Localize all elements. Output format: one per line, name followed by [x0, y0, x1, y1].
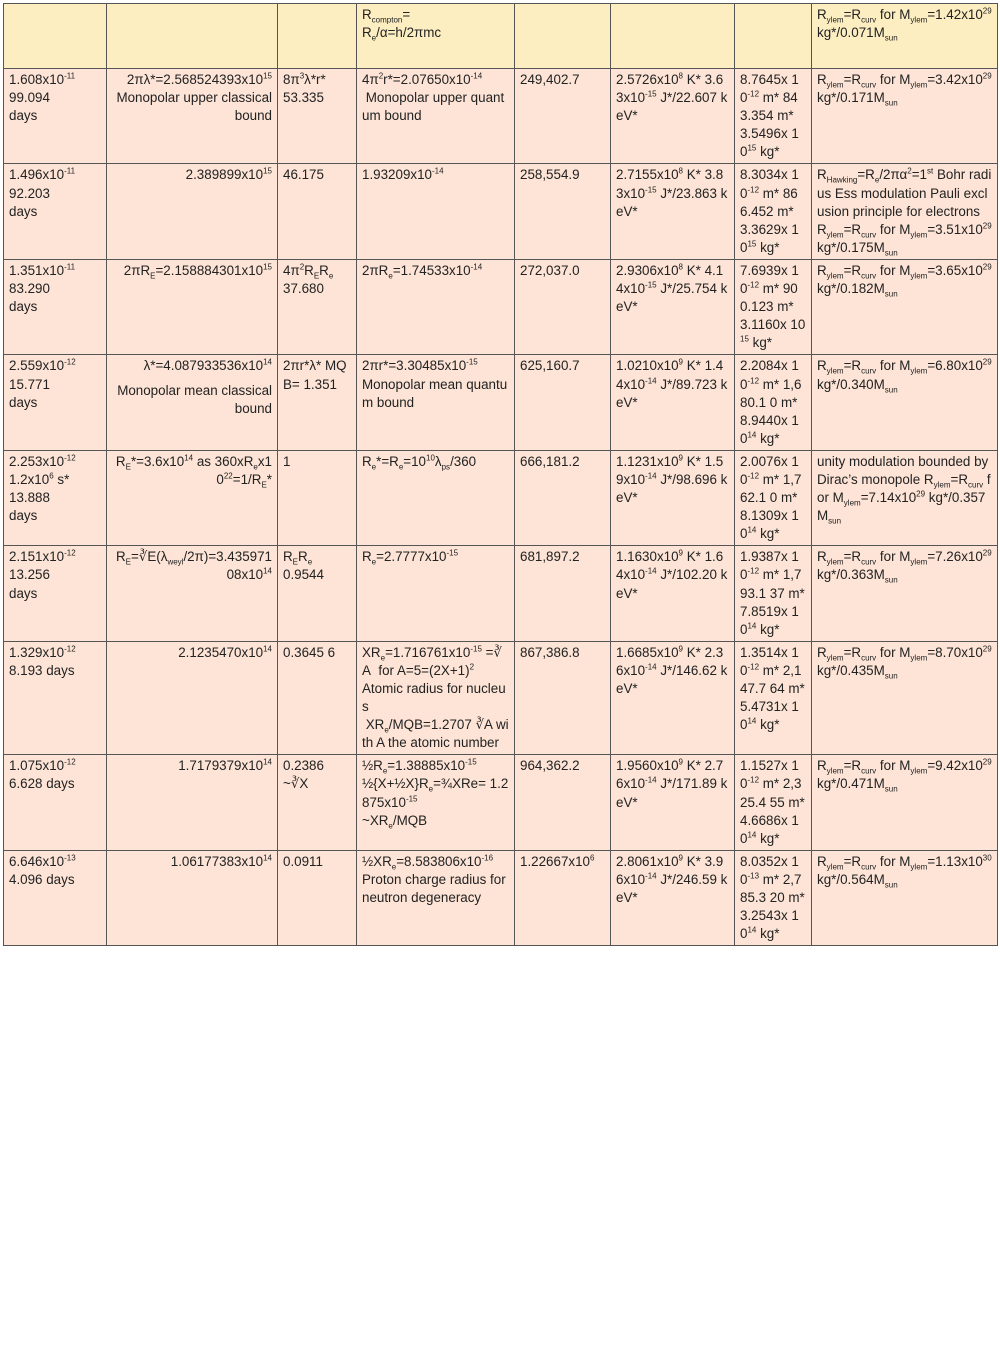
table-cell: 1: [278, 450, 357, 545]
table-cell: 1.3514x $10^{-12}$ m* 2,147.7 64 m* 5.4731x $10^{14}$ kg*: [735, 641, 812, 755]
table-cell: 867,386.8: [515, 641, 611, 755]
table-cell: $2.1235470x10^{14}$: [107, 641, 278, 755]
table-cell: $2\pi r*=3.30485x10^{-15}$ Monopolar mean quantum bound: [357, 355, 515, 450]
table-cell: $2\pi R_E=2.158884301x10^{15}$: [107, 259, 278, 354]
table-cell: $2.151x10^{-12}$ 13.256 days: [4, 546, 107, 641]
table-cell: $R_ER_e$ 0.9544: [278, 546, 357, 641]
table-cell: $\lambda*=4.087933536x10^{14}$ Monopolar mean classical bound: [107, 355, 278, 450]
header-cell: [735, 4, 812, 69]
table-row: [4, 641, 998, 755]
table-cell: $R_E*=3.6x10^{14}$ as $360xR_ex10^{22}=1/R_E*$: [107, 450, 278, 545]
table-cell: $2.389899x10^{15}$: [107, 164, 278, 259]
header-cell: [515, 4, 611, 69]
table-cell: 272,037.0: [515, 259, 611, 354]
table-cell: $\frac{1}{2}R_e=1.38885x10^{-15}$ $\frac{1}{2}\{X+\frac{1}{2}X\}R_e=\frac{3}{4}XRe= 1.2875x10^{-15}$ $\sim XR_e$/MQB: [357, 755, 515, 850]
table-cell: $2.8061x10^9$ K* $3.96x10^{-14}$ J*/246.59 keV*: [611, 850, 735, 945]
data-table: [3, 3, 998, 946]
table-cell: $R_{ylem}=R_{curv}$ for $M_{ylem}=9.42x10^{29}$ $kg*/0.471M_{sun}$: [812, 755, 998, 850]
table-cell: 7.6939x $10^{-12}$ m* 900.123 m* 3.1160x $10^{15}$ kg*: [735, 259, 812, 354]
table-row: [4, 850, 998, 945]
table-cell: $R_e*=R_e=10^{10}\lambda_{ps}/360$: [357, 450, 515, 545]
table-cell: 8.0352x $10^{-13}$ m* 2,785.3 20 m* 3.2543x $10^{14}$ kg*: [735, 850, 812, 945]
table-cell: $1.93209x10^{-14}$: [357, 164, 515, 259]
table-cell: $2.253x10^{-12}$ $1.2x10^6$ s* 13.888 days: [4, 450, 107, 545]
table-cell: 8.3034x $10^{-12}$ m* 866.452 m* 3.3629x $10^{15}$ kg*: [735, 164, 812, 259]
table-cell: 0.0911: [278, 850, 357, 945]
table-cell: $R_{ylem}=R_{curv}$ for $M_{ylem}=3.42x10^{29}$ $kg*/0.171M_{sun}$: [812, 69, 998, 164]
table-cell: $1.075x10^{-12}$ 6.628 days: [4, 755, 107, 850]
table-cell: $2.9306x10^8$ K* $4.14x10^{-15}$ J*/25.754 keV*: [611, 259, 735, 354]
table-cell: 2.2084x $10^{-12}$ m* 1,680.1 0 m* 8.9440x $10^{14}$ kg*: [735, 355, 812, 450]
table-cell: $1.1630x10^9$ K* $1.64x10^{-14}$ J*/102.20 keV*: [611, 546, 735, 641]
table-cell: $2\pi\lambda*=2.568524393x10^{15}$ Monopolar upper classical bound: [107, 69, 278, 164]
table-row: [4, 546, 998, 641]
table-cell: $R_{ylem}=R_{curv}$ for $M_{ylem}=6.80x10^{29}$ $kg*/0.340M_{sun}$: [812, 355, 998, 450]
table-cell: $R_{ylem}=R_{curv}$ for $M_{ylem}=8.70x10^{29}$ $kg*/0.435M_{sun}$: [812, 641, 998, 755]
header-cell: $R_{ylem}=R_{curv}$ for $M_{ylem}=1.42x10^{29}$ $kg*/0.071M_{sun}$: [812, 4, 998, 69]
table-cell: 2πr*λ* MQB= 1.351: [278, 355, 357, 450]
table-cell: $1.06177383x10^{14}$: [107, 850, 278, 945]
table-cell: $1.329x10^{-12}$ 8.193 days: [4, 641, 107, 755]
table-cell: $2.559x10^{-12}$ 15.771 days: [4, 355, 107, 450]
table-cell: 8.7645x $10^{-12}$ m* 843.354 m* 3.5496x $10^{15}$ kg*: [735, 69, 812, 164]
table-cell: 625,160.7: [515, 355, 611, 450]
table-row: [4, 355, 998, 450]
table-cell: 681,897.2: [515, 546, 611, 641]
table-cell: $2.7155x10^8$ K* $3.83x10^{-15}$ J*/23.863 keV*: [611, 164, 735, 259]
table-body: [4, 4, 998, 946]
table-cell: $1.351x10^{-11}$ 83.290 days: [4, 259, 107, 354]
table-cell: 0.2386 ~∛X: [278, 755, 357, 850]
table-cell: 249,402.7: [515, 69, 611, 164]
table-cell: 2.0076x $10^{-12}$ m* 1,762.1 0 m* 8.1309x $10^{14}$ kg*: [735, 450, 812, 545]
header-row: [4, 4, 998, 69]
table-cell: $R_{ylem}=R_{curv}$ for $M_{ylem}=1.13x10^{30}$ $kg*/0.564M_{sun}$: [812, 850, 998, 945]
table-cell: $1.0210x10^9$ K* $1.44x10^{-14}$ J*/89.723 keV*: [611, 355, 735, 450]
table-cell: $1.496x10^{-11}$ 92.203 days: [4, 164, 107, 259]
table-cell: $1.7179379x10^{14}$: [107, 755, 278, 850]
header-cell: [611, 4, 735, 69]
table-cell: $1.9560x10^9$ K* $2.76x10^{-14}$ J*/171.89 keV*: [611, 755, 735, 850]
table-cell: $2\pi R_e=1.74533x10^{-14}$: [357, 259, 515, 354]
table-cell: 1.1527x $10^{-12}$ m* 2,325.4 55 m* 4.6686x $10^{14}$ kg*: [735, 755, 812, 850]
header-cell: [107, 4, 278, 69]
table-cell: $1.6685x10^9$ K* $2.36x10^{-14}$ J*/146.62 keV*: [611, 641, 735, 755]
table-row: [4, 259, 998, 354]
table-row: [4, 755, 998, 850]
table-row: [4, 450, 998, 545]
table-cell: $R_E=∛E(\lambda_{weyl}/2\pi)=3.43597108x10^{14}$: [107, 546, 278, 641]
table-cell: 46.175: [278, 164, 357, 259]
table-row: [4, 164, 998, 259]
table-cell: $R_{ylem}=R_{curv}$ for $M_{ylem}=3.65x10^{29}$ $kg*/0.182M_{sun}$: [812, 259, 998, 354]
header-cell: [4, 4, 107, 69]
table-cell: $1.22667x10^6$: [515, 850, 611, 945]
table-cell: 0.3645 6: [278, 641, 357, 755]
table-cell: $R_{ylem}=R_{curv}$ for $M_{ylem}=7.26x10^{29}$ $kg*/0.363M_{sun}$: [812, 546, 998, 641]
table-cell: $4\pi^2R_ER_e$ 37.680: [278, 259, 357, 354]
table-cell: unity modulation bounded by Dirac’s monopole $R_{ylem}=R_{curv}$ for $M_{ylem}=7.14x10^{29}$ $kg*/0.357M_{sun}$: [812, 450, 998, 545]
table-cell: $2.5726x10^8$ K* $3.63x10^{-15}$ J*/22.607 keV*: [611, 69, 735, 164]
table-cell: $\frac{1}{2}XR_e=8.583806x10^{-16}$ Proton charge radius for neutron degeneracy: [357, 850, 515, 945]
table-cell: $R_e=2.7777x10^{-15}$: [357, 546, 515, 641]
table-cell: 258,554.9: [515, 164, 611, 259]
table-row: [4, 69, 998, 164]
table-cell: $R_{Hawking}=R_e/2\pi\alpha^2=1st$ Bohr radius Ess modulation Pauli exclusion principle for electrons $R_{ylem}=R_{curv}$ for $M_{ylem}=3.51x10^{29}$ $kg*/0.175M_{sun}$: [812, 164, 998, 259]
table-cell: $6.646x10^{-13}$ 4.096 days: [4, 850, 107, 945]
table-cell: 1.9387x $10^{-12}$ m* 1,793.1 37 m* 7.8519x $10^{14}$ kg*: [735, 546, 812, 641]
table-cell: $1.1231x10^9$ K* $1.59x10^{-14}$ J*/98.696 keV*: [611, 450, 735, 545]
table-cell: 964,362.2: [515, 755, 611, 850]
table-cell: $8\pi^3\lambda*r*$ 53.335: [278, 69, 357, 164]
table-cell: $4\pi^2r*=2.07650x10^{-14}$ Monopolar upper quantum bound: [357, 69, 515, 164]
header-cell: $R_{compton}=$ $R_e/\alpha=h/2\pi mc$: [357, 4, 515, 69]
header-cell: [278, 4, 357, 69]
table-cell: 666,181.2: [515, 450, 611, 545]
table-cell: $XR_e=1.716761x10^{-15}$ =∛A for $A=5=(2X+1)^2$ Atomic radius for nucleus $XR_e/MQB=1.2707$ ∛A with A the atomic number: [357, 641, 515, 755]
table-cell: $1.608x10^{-11}$ 99.094 days: [4, 69, 107, 164]
